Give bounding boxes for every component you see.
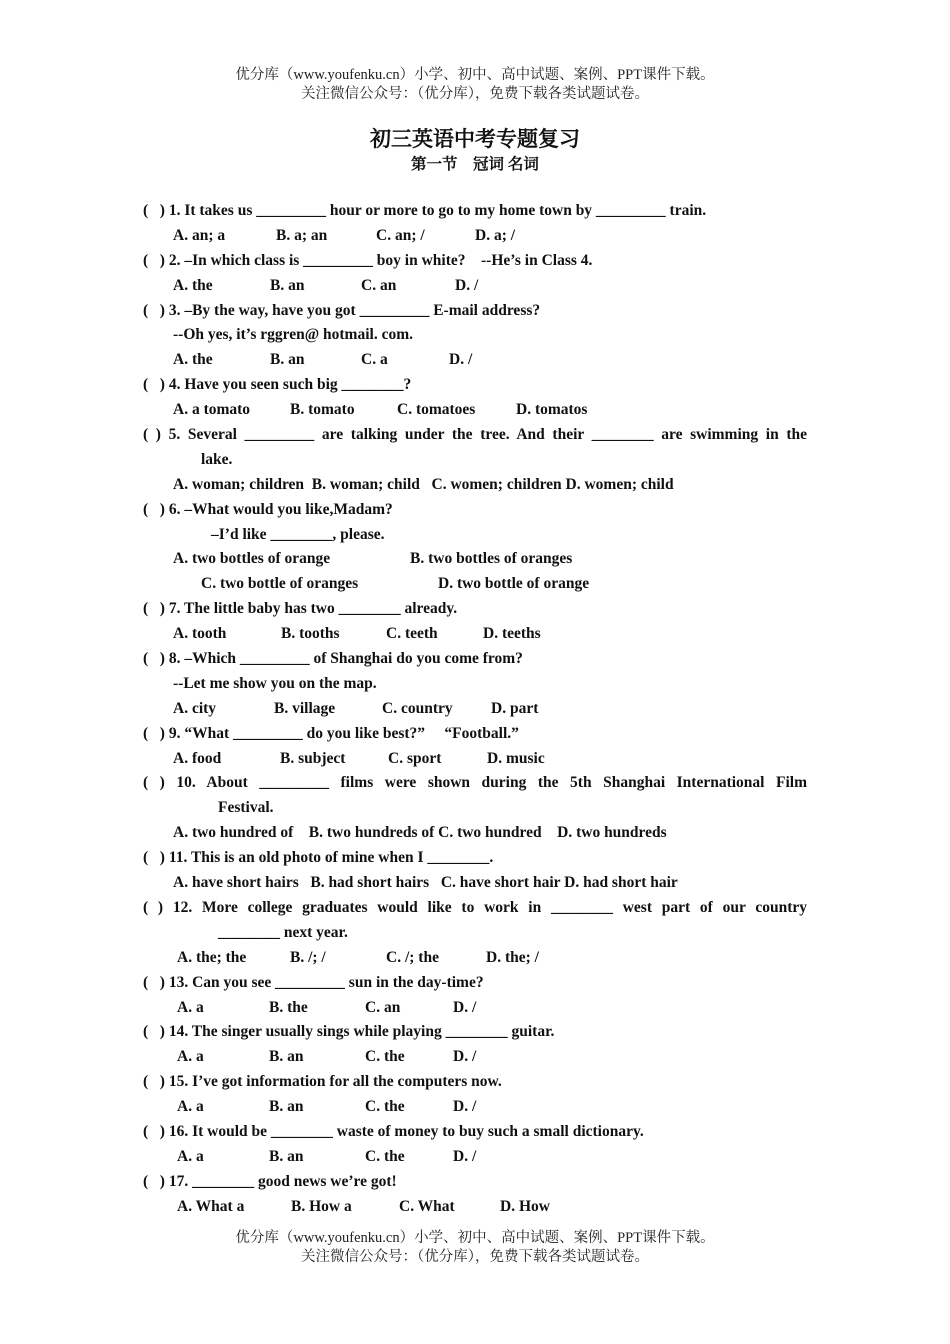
option-c: C. the [365,1048,405,1066]
question-1-options [143,224,807,249]
option-b: B. a; an [276,226,328,244]
question-16-stem: ( ) 16. It would be ________ waste of money to buy such a small dictionary. [143,1122,644,1140]
option-a: A. a [177,1098,204,1116]
option-b: B. tooths [281,625,340,643]
option-b: B. two bottles of oranges [410,550,573,568]
question-9-stem: ( ) 9. “What _________ do you like best?” “Football.” [143,724,519,742]
option-a: A. a tomato [173,401,251,419]
question-6-options-ab [143,547,807,572]
option-b: B. an [269,1048,304,1066]
option-c: C. the [365,1147,405,1165]
question-2-stem: ( ) 2. –In which class is _________ boy in white? --He’s in Class 4. [143,251,593,269]
option-c: C. an [365,998,401,1016]
question-15-stem: ( ) 15. I’ve got information for all the computers now. [143,1073,502,1091]
question-7-options [143,622,807,647]
question-1-stem: ( ) 1. It takes us _________ hour or more to go to my home town by _________ train. [143,202,707,219]
option-c: C. an [361,276,397,294]
header-line-2: 关注微信公众号：（优分库），免费下载各类试题试卷。 [301,86,649,102]
footer-line-1: 优分库（www.youfenku.cn）小学、初中、高中试题、案例、PPT课件下载。 [235,1230,715,1246]
option-b: B. an [270,276,305,294]
option-b: B. the [269,998,308,1016]
option-a: A. city [173,699,217,717]
question-4-stem: ( ) 4. Have you seen such big ________? [143,376,412,394]
option-d: D. / [453,1098,477,1116]
option-d: D. teeths [483,625,541,643]
question-8-stem: ( ) 8. –Which _________ of Shanghai do you come from? [143,650,523,668]
option-c: C. the [365,1098,405,1116]
question-14-stem: ( ) 14. The singer usually sings while playing ________ guitar. [143,1023,555,1041]
option-d: D. tomatos [516,401,588,419]
option-a: A. two bottles of orange [173,550,331,568]
question-13-options [143,996,807,1021]
option-a: A. a [177,998,204,1016]
option-a: A. the [173,351,213,369]
question-5-options: A. woman; children B. woman; child C. women; children D. women; child [173,475,674,493]
option-d: D. / [449,351,473,369]
footer-line-2: 关注微信公众号：（优分库），免费下载各类试题试卷。 [301,1249,649,1265]
question-10-options: A. two hundred of B. two hundreds of C. two hundred D. two hundreds [173,824,667,842]
question-11-stem: ( ) 11. This is an old photo of mine when I ________. [143,849,494,867]
option-b: B. an [270,351,305,369]
question-7-stem: ( ) 7. The little baby has two ________ already. [143,600,458,618]
question-17-options [143,1195,807,1220]
option-b: B. an [269,1147,304,1165]
question-3-options [143,348,807,373]
option-d: D. / [453,1147,477,1165]
option-d: D. How [500,1197,550,1215]
page-header [0,66,950,104]
question-3-stem: ( ) 3. –By the way, have you got _________ E-mail address? [143,301,541,319]
option-a: A. the [173,276,213,294]
question-6-options-cd [143,572,807,597]
option-c: C. country [382,699,453,717]
question-17-stem: ( ) 17. ________ good news we’re got! [143,1172,397,1190]
option-c: C. sport [388,749,442,767]
option-b: B. village [274,699,336,717]
option-b: B. /; / [290,948,326,966]
option-d: D. part [491,699,539,717]
option-c: C. What [399,1197,455,1215]
option-c: C. an; / [376,226,425,244]
option-a: A. the; the [177,948,247,966]
question-12-options [143,946,807,971]
question-list [143,199,807,1220]
option-c: C. tomatoes [397,401,476,419]
question-6-reply: –I’d like ________, please. [211,525,385,543]
option-b: B. subject [280,749,346,767]
option-d: D. / [455,276,479,294]
question-11-options: A. have short hairs B. had short hairs C. have short hair D. had short hair [173,874,678,892]
question-8-options [143,697,807,722]
option-d: D. / [453,1048,477,1066]
option-d: D. two bottle of orange [438,575,590,593]
question-3-reply: --Oh yes, it’s rggren@ hotmail. com. [173,326,413,344]
option-a: A. an; a [173,226,226,244]
question-8-reply: --Let me show you on the map. [173,674,377,692]
option-d: D. a; / [475,226,516,244]
question-14-options [143,1045,807,1070]
question-6-stem: ( ) 6. –What would you like,Madam? [143,500,393,518]
option-c: C. a [361,351,388,369]
option-d: D. / [453,998,477,1016]
header-line-1: 优分库（www.youfenku.cn）小学、初中、高中试题、案例、PPT课件下载。 [235,67,715,83]
option-a: A. a [177,1147,204,1165]
question-13-stem: ( ) 13. Can you see _________ sun in the day-time? [143,973,484,991]
option-a: A. food [173,749,222,767]
option-b: B. How a [291,1197,352,1215]
question-5-stem: ( ) 5. Several _________ are talking under the tree. And their ________ are swimming in the [143,426,807,444]
question-4-options [143,398,807,423]
section-subtitle: 第一节 冠词 名词 [411,156,539,173]
option-c: C. /; the [386,948,439,966]
question-15-options [143,1095,807,1120]
option-a: A. a [177,1048,204,1066]
option-d: D. music [487,749,545,767]
question-10-stem: ( ) 10. About _________ films were shown during the 5th Shanghai International Film [143,774,807,792]
question-16-options [143,1145,807,1170]
question-10-stem-continued: Festival. [218,799,274,817]
option-d: D. the; / [486,948,539,966]
question-12-stem: ( ) 12. More college graduates would like to work in ________ west part of our country [143,898,807,916]
question-12-stem-continued: ________ next year. [218,923,348,941]
option-a: A. tooth [173,625,227,643]
option-b: B. an [269,1098,304,1116]
question-5-stem-continued: lake. [201,450,233,468]
option-a: A. What a [177,1197,245,1215]
option-c: C. two bottle of oranges [201,575,359,593]
page-title: 初三英语中考专题复习 [370,127,580,151]
question-2-options [143,274,807,299]
question-9-options [143,747,807,772]
option-b: B. tomato [290,401,355,419]
page-footer [0,1229,950,1267]
option-c: C. teeth [386,625,438,643]
